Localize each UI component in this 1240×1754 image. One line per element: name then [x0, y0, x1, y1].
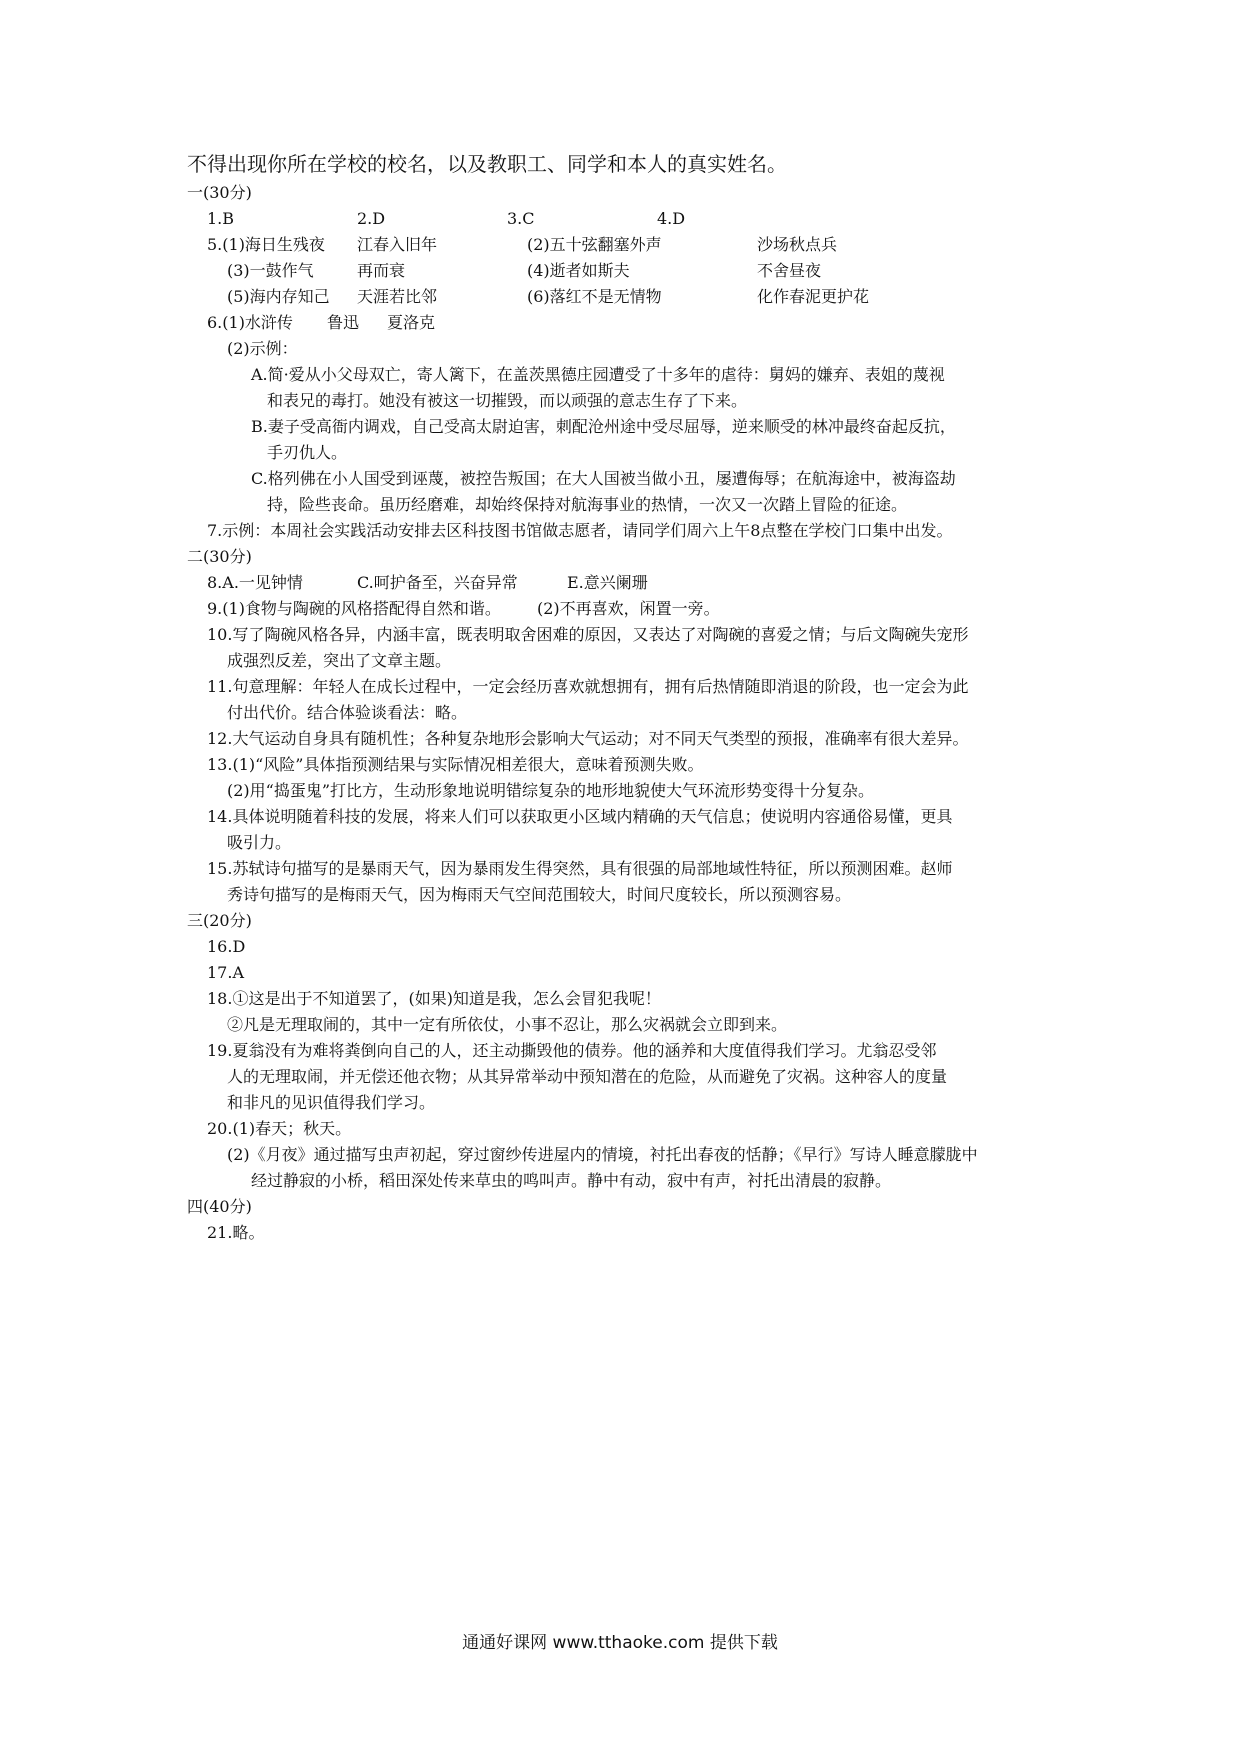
answer-6-example-c: C.格列佛在小人国受到诬蔑，被控告叛国；在大人国被当做小丑，屡遭侮辱；在航海途中，被海盗劫: [251, 469, 956, 488]
answer-text: 6.(1)水浒传: [207, 313, 293, 332]
answer-19: 19.夏翁没有为难将粪倒向自己的人，还主动撕毁他的债券。他的涵养和大度值得我们学习。尤翁忍受邻: [207, 1041, 937, 1060]
answer-text: (6)落红不是无情物: [527, 287, 662, 306]
answer-13-2: (2)用“捣蛋鬼”打比方，生动形象地说明错综复杂的地形地貌使大气环流形势变得十分复杂。: [227, 781, 875, 800]
answer-13-1: 13.(1)“风险”具体指预测结果与实际情况相差很大，意味着预测失败。: [207, 755, 704, 774]
answer-10: 10.写了陶碗风格各异，内涵丰富，既表明取舍困难的原因，又表达了对陶碗的喜爱之情；与后文陶碗失宠形: [207, 625, 969, 644]
answer-16: 16.D: [207, 937, 246, 956]
answer-6-example-b-cont: 手刃仇人。: [267, 443, 348, 462]
answer-14-cont: 吸引力。: [227, 833, 292, 852]
answer-text: (5)海内存知己: [227, 287, 330, 306]
answer-text: 天涯若比邻: [357, 287, 438, 306]
answer-4: 4.D: [657, 209, 686, 228]
section-heading-2: 二(30分): [187, 547, 252, 566]
answer-text: E.意兴阑珊: [567, 573, 648, 592]
answer-2: 2.D: [357, 209, 386, 228]
section-heading-3: 三(20分): [187, 911, 252, 930]
answer-5-row-3: [187, 284, 1067, 310]
answer-20-1: 20.(1)春天；秋天。: [207, 1119, 352, 1138]
answer-text: 化作春泥更护花: [757, 287, 870, 306]
answer-14: 14.具体说明随着科技的发展，将来人们可以获取更小区域内精确的天气信息；使说明内容通俗易懂，更具: [207, 807, 953, 826]
answer-9: [187, 596, 1067, 622]
answer-text: (2)不再喜欢，闲置一旁。: [537, 599, 720, 618]
answers-1-4: [187, 206, 1067, 232]
answer-6-part-2-label: (2)示例：: [227, 339, 298, 358]
intro-note: 不得出现你所在学校的校名，以及教职工、同学和本人的真实姓名。: [187, 152, 787, 176]
page-footer: 通通好课网 www.tthaoke.com 提供下载: [462, 1633, 778, 1653]
answer-11-cont: 付出代价。结合体验谈看法：略。: [227, 703, 468, 722]
answer-8: [187, 570, 1067, 596]
answer-text: 夏洛克: [387, 313, 436, 332]
answer-text: (4)逝者如斯夫: [527, 261, 630, 280]
answer-7: 7.示例：本周社会实践活动安排去区科技图书馆做志愿者，请同学们周六上午8点整在学校门口集中出发。: [207, 521, 953, 540]
answer-5-row-1: [187, 232, 1067, 258]
answer-content: [187, 150, 1067, 1246]
answer-text: (2)五十弦翻塞外声: [527, 235, 662, 254]
answer-15: 15.苏轼诗句描写的是暴雨天气，因为暴雨发生得突然，具有很强的局部地域性特征，所以预测困难。赵师: [207, 859, 953, 878]
answer-text: 沙场秋点兵: [757, 235, 838, 254]
answer-20-2-cont: 经过静寂的小桥，稻田深处传来草虫的鸣叫声。静中有动，寂中有声，衬托出清晨的寂静。: [251, 1171, 892, 1190]
answer-text: 再而衰: [357, 261, 406, 280]
answer-6-example-b: B.妻子受高衙内调戏，自己受高太尉迫害，刺配沧州途中受尽屈辱，逆来顺受的林冲最终奋起反抗，: [251, 417, 956, 436]
answer-text: (3)一鼓作气: [227, 261, 314, 280]
answer-11: 11.句意理解：年轻人在成长过程中，一定会经历喜欢就想拥有，拥有后热情随即消退的阶段，也一定会为此: [207, 677, 969, 696]
answer-18-2: ②凡是无理取闹的，其中一定有所依仗，小事不忍让，那么灾祸就会立即到来。: [227, 1015, 788, 1034]
answer-6-example-a-cont: 和表兄的毒打。她没有被这一切摧毁，而以顽强的意志生存了下来。: [267, 391, 748, 410]
answer-19-cont-2: 和非凡的见识值得我们学习。: [227, 1093, 436, 1112]
answer-10-cont: 成强烈反差，突出了文章主题。: [227, 651, 452, 670]
answer-text: 不舍昼夜: [757, 261, 822, 280]
answer-15-cont: 秀诗句描写的是梅雨天气，因为梅雨天气空间范围较大，时间尺度较长，所以预测容易。: [227, 885, 852, 904]
answer-6-example-c-cont: 持，险些丧命。虽历经磨难，却始终保持对航海事业的热情，一次又一次踏上冒险的征途。: [267, 495, 908, 514]
answer-1: 1.B: [207, 209, 235, 228]
section-heading-1: 一(30分): [187, 183, 252, 202]
answer-12: 12.大气运动自身具有随机性；各种复杂地形会影响大气运动；对不同天气类型的预报，准确率有很大差异。: [207, 729, 969, 748]
answer-18-1: 18.①这是出于不知道罢了，(如果)知道是我，怎么会冒犯我呢！: [207, 989, 661, 1008]
answer-text: 8.A.一见钟情: [207, 573, 303, 592]
answer-text: 鲁迅: [327, 313, 360, 332]
answer-20-2: (2)《月夜》通过描写虫声初起，穿过窗纱传进屋内的情境，衬托出春夜的恬静；《早行》写诗人睡意朦胧中: [227, 1145, 978, 1164]
answer-text: C.呵护备至，兴奋异常: [357, 573, 518, 592]
answer-19-cont-1: 人的无理取闹，并无偿还他衣物；从其异常举动中预知潜在的危险，从而避免了灾祸。这种容人的度量: [227, 1067, 948, 1086]
answer-6-part-1: [187, 310, 1067, 336]
answer-6-example-a: A.简·爱从小父母双亡，寄人篱下，在盖茨黑德庄园遭受了十多年的虐待：舅妈的嫌弃、表姐的蔑视: [251, 365, 945, 384]
answer-text: 江春入旧年: [357, 235, 438, 254]
answer-17: 17.A: [207, 963, 244, 982]
answer-21: 21.略。: [207, 1223, 265, 1242]
answer-text: 5.(1)海日生残夜: [207, 235, 325, 254]
answer-5-row-2: [187, 258, 1067, 284]
answer-3: 3.C: [507, 209, 535, 228]
section-heading-4: 四(40分): [187, 1197, 252, 1216]
answer-text: 9.(1)食物与陶碗的风格搭配得自然和谐。: [207, 599, 501, 618]
